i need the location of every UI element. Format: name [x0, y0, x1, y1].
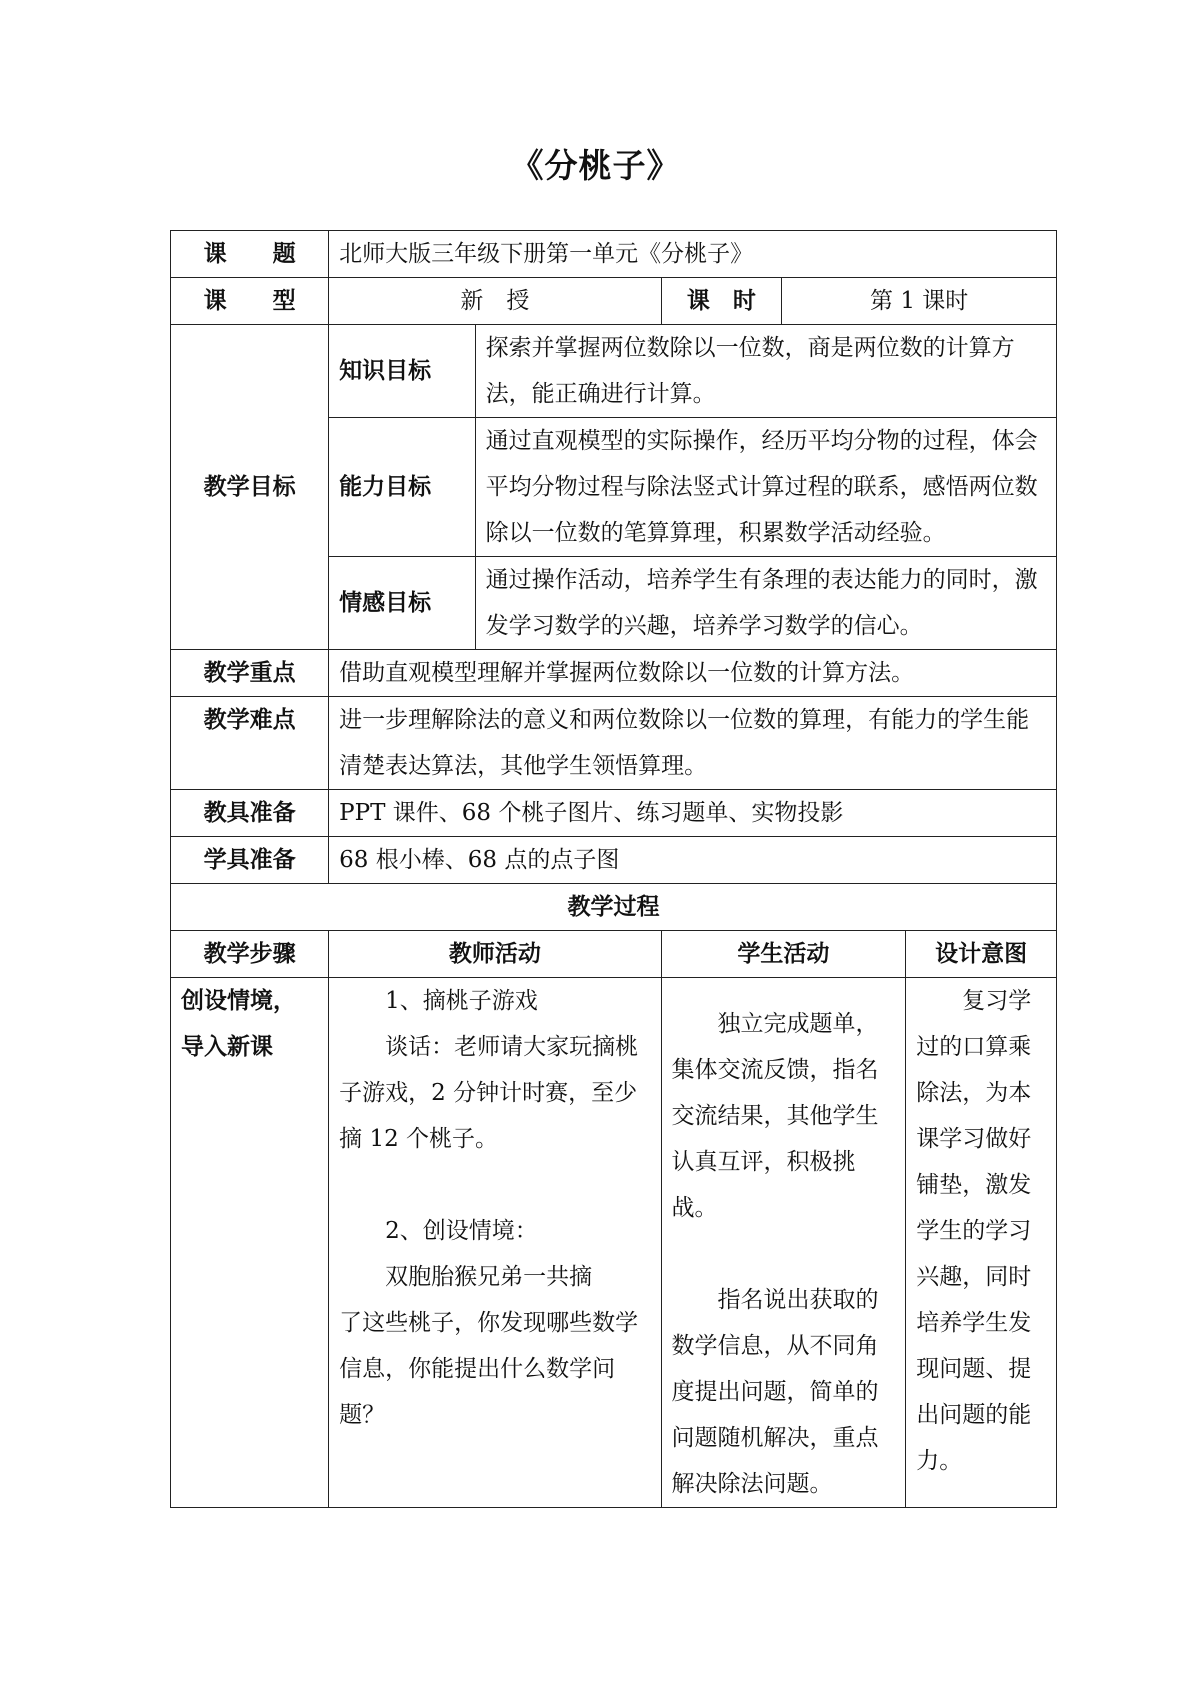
type-label: 课 型 [171, 278, 329, 325]
column-step: 教学步骤 [171, 931, 329, 978]
objective-emotion-label: 情感目标 [329, 557, 475, 650]
type-value: 新 授 [329, 278, 661, 325]
objectives-label: 教学目标 [171, 325, 329, 650]
teacher-activity-cell [329, 978, 661, 1508]
student-tools-value: 68 根小棒、68 点的点子图 [329, 837, 1057, 884]
teacher-activity-3: 2、创设情境： [385, 1218, 538, 1244]
step-cell [171, 978, 329, 1508]
topic-value: 北师大版三年级下册第一单元《分桃子》 [329, 231, 1057, 278]
student-activity-cell [661, 978, 906, 1508]
objective-ability-label: 能力目标 [329, 418, 475, 557]
topic-label: 课 题 [171, 231, 329, 278]
student-activity-1: 独立完成题单，集体交流反馈，指名交流结果，其他学生认真互评，积极挑战。 [671, 1011, 879, 1221]
column-student: 学生活动 [661, 931, 906, 978]
column-teacher: 教师活动 [329, 931, 661, 978]
period-label: 课 时 [661, 278, 782, 325]
objective-emotion-text: 通过操作活动，培养学生有条理的表达能力的同时，激发学习数学的兴趣，培养学习数学的信心。 [475, 557, 1056, 650]
teacher-tools-label: 教具准备 [171, 790, 329, 837]
column-intent: 设计意图 [906, 931, 1057, 978]
difficulty-label: 教学难点 [171, 697, 329, 790]
teacher-activity-1: 1、摘桃子游戏 [385, 988, 538, 1014]
design-intent-text: 复习学过的口算乘除法，为本课学习做好铺垫，激发学生的学习兴趣，同时培养学生发现问题、提出问题的能力。 [916, 988, 1032, 1474]
teacher-tools-value: PPT 课件、68 个桃子图片、练习题单、实物投影 [329, 790, 1057, 837]
teacher-activity-5: 了这些桃子，你发现哪些数学信息，你能提出什么数学问题？ [339, 1310, 639, 1428]
objective-ability-text: 通过直观模型的实际操作，经历平均分物的过程，体会平均分物过程与除法竖式计算过程的联系，感悟两位数除以一位数的笔算算理，积累数学活动经验。 [475, 418, 1056, 557]
page-title: 《分桃子》 [510, 146, 681, 185]
student-tools-label: 学具准备 [171, 837, 329, 884]
step-line-1: 创设情境， [181, 987, 296, 1014]
objective-knowledge-label: 知识目标 [329, 325, 475, 418]
student-activity-2: 指名说出获取的数学信息，从不同角度提出问题，简单的问题随机解决，重点解决除法问题。 [671, 1287, 879, 1497]
process-heading: 教学过程 [171, 884, 1057, 931]
key-point-label: 教学重点 [171, 650, 329, 697]
teacher-activity-4: 双胞胎猴兄弟一共摘 [385, 1264, 593, 1290]
period-value: 第 1 课时 [782, 278, 1057, 325]
objective-knowledge-text: 探索并掌握两位数除以一位数，商是两位数的计算方法，能正确进行计算。 [475, 325, 1056, 418]
step-line-2: 导入新课 [181, 1033, 273, 1060]
design-intent-cell [906, 978, 1057, 1508]
key-point-value: 借助直观模型理解并掌握两位数除以一位数的计算方法。 [329, 650, 1057, 697]
difficulty-value: 进一步理解除法的意义和两位数除以一位数的算理，有能力的学生能清楚表达算法，其他学生领悟算理。 [329, 697, 1057, 790]
lesson-plan-table [170, 230, 1057, 1508]
teacher-activity-2: 谈话：老师请大家玩摘桃子游戏，2 分钟计时赛，至少摘 12 个桃子。 [339, 1034, 639, 1152]
